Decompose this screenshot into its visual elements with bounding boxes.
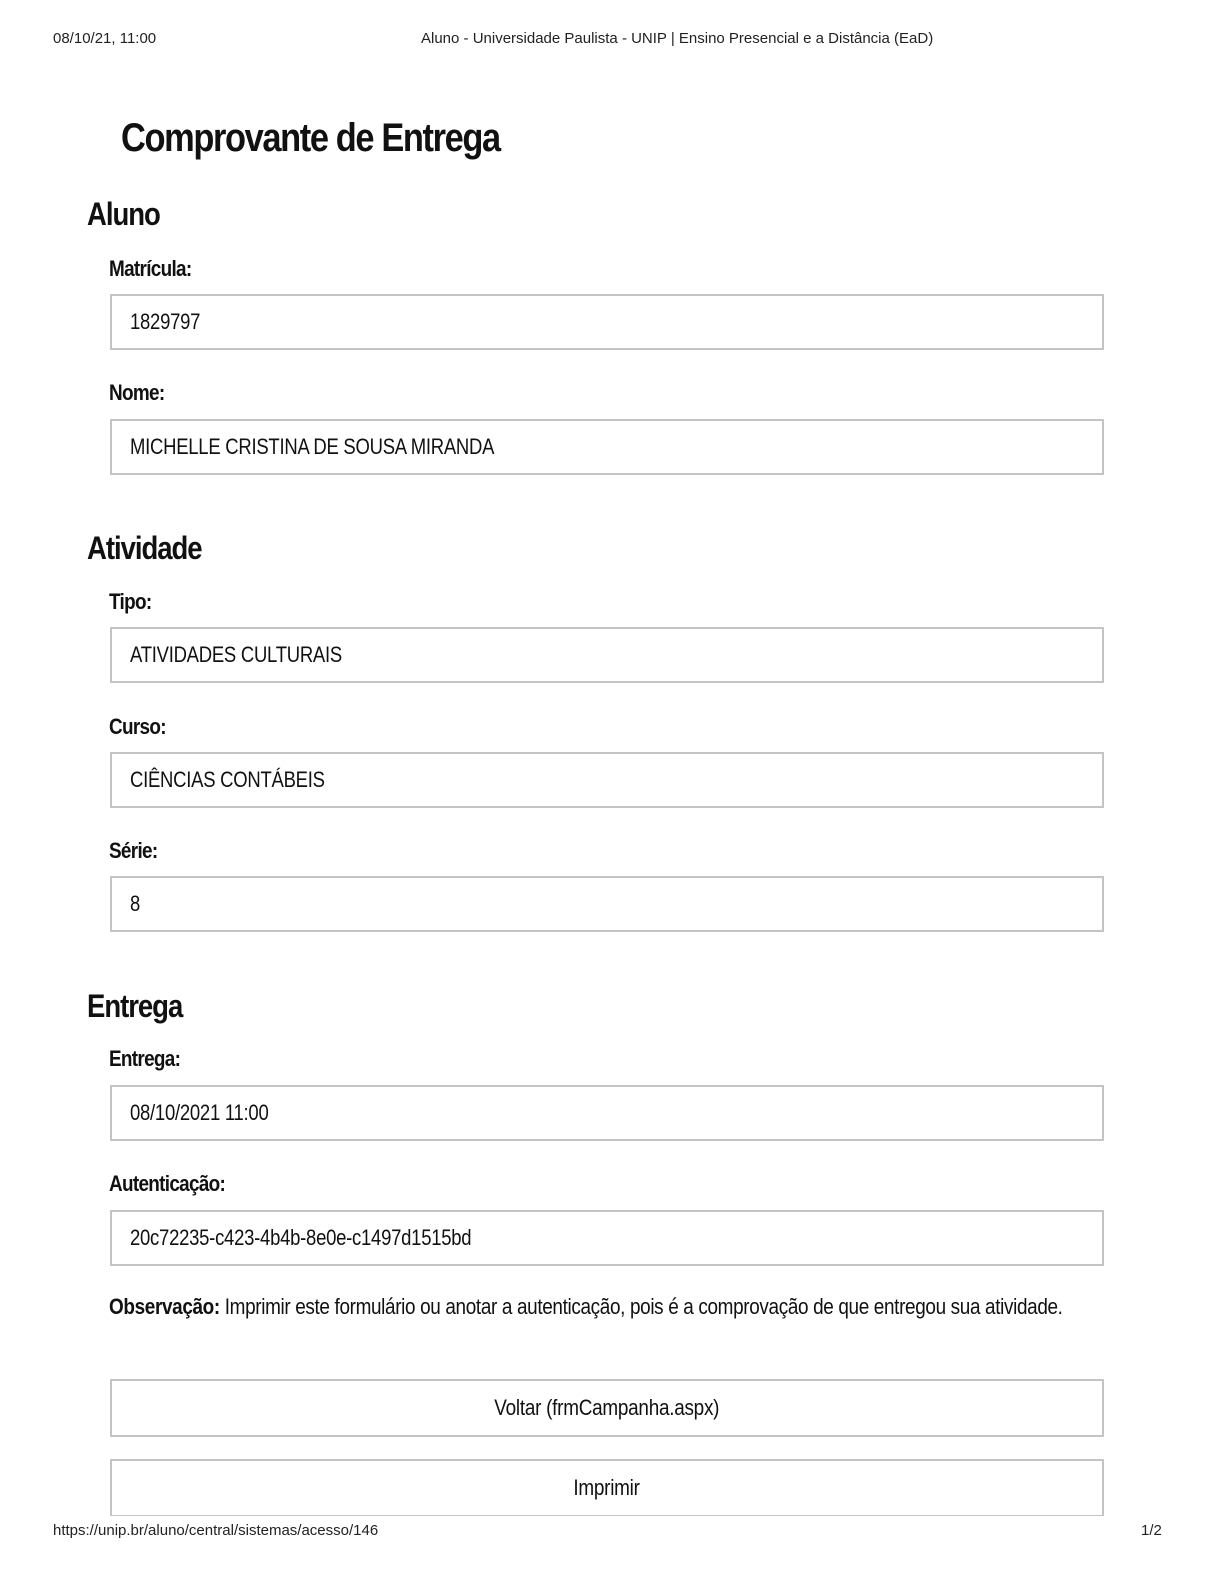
matricula-field[interactable] [110,294,1104,350]
print-page-number: 1/2 [1141,1522,1162,1539]
matricula-label: Matrícula: [109,256,192,281]
entrega-field[interactable] [110,1085,1104,1141]
print-footer [0,1522,1224,1542]
print-url: https://unip.br/aluno/central/sistemas/acesso/146 [53,1522,379,1539]
curso-field[interactable] [110,752,1104,808]
nome-value: MICHELLE CRISTINA DE SOUSA MIRANDA [130,434,495,459]
print-page-title: Aluno - Universidade Paulista - UNIP | Ensino Presencial e a Distância (EaD) [421,30,934,47]
tipo-field[interactable] [110,627,1104,683]
observation-label: Observação: [109,1294,220,1319]
nome-label: Nome: [109,380,165,405]
tipo-label: Tipo: [109,589,152,614]
voltar-button[interactable] [110,1379,1104,1437]
entrega-value: 08/10/2021 11:00 [130,1100,269,1125]
section-heading-aluno: Aluno [87,196,160,232]
page-title: Comprovante de Entrega [121,116,500,160]
curso-label: Curso: [109,714,166,739]
imprimir-button[interactable] [110,1459,1104,1516]
section-heading-atividade: Atividade [87,530,202,566]
autenticacao-value: 20c72235-c423-4b4b-8e0e-c1497d1515bd [130,1225,472,1250]
print-datetime: 08/10/21, 11:00 [53,30,157,47]
observation-text: Imprimir este formulário ou anotar a autenticação, pois é a comprovação de que entregou sua atividade. [219,1294,1063,1319]
tipo-value: ATIVIDADES CULTURAIS [130,642,342,667]
serie-field[interactable] [110,876,1104,932]
nome-field[interactable] [110,419,1104,475]
serie-label: Série: [109,838,158,863]
matricula-value: 1829797 [130,309,201,334]
voltar-button-label: Voltar (frmCampanha.aspx) [494,1395,720,1420]
section-heading-entrega: Entrega [87,988,183,1024]
entrega-label: Entrega: [109,1046,181,1071]
curso-value: CIÊNCIAS CONTÁBEIS [130,767,325,792]
imprimir-button-label: Imprimir [573,1475,641,1500]
autenticacao-field[interactable] [110,1210,1104,1266]
observation-note [109,1294,1063,1320]
autenticacao-label: Autenticação: [109,1171,226,1196]
serie-value: 8 [130,891,141,916]
